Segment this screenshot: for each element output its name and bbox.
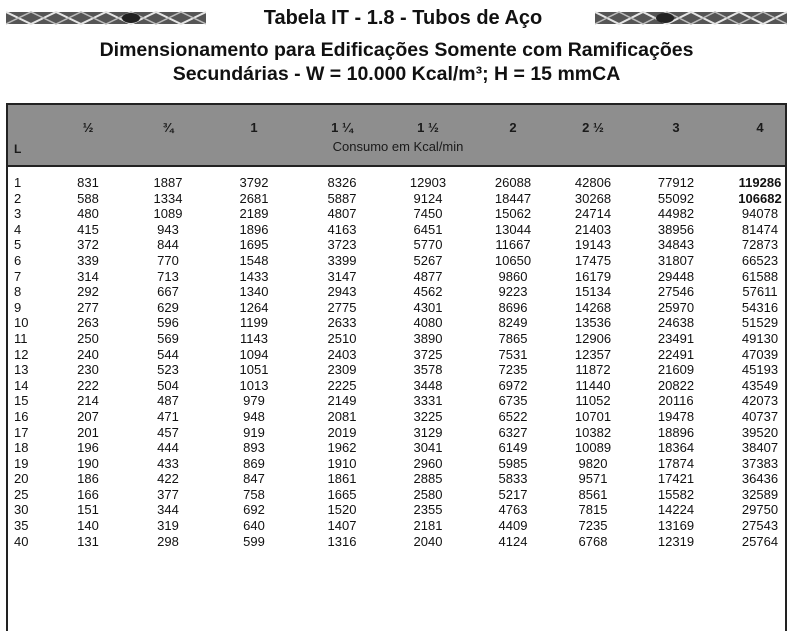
consumption-cell: 444: [157, 440, 179, 456]
consumption-cell: 8326: [327, 175, 357, 190]
consumption-cell: 3578: [413, 362, 443, 378]
consumption-cell: 3331: [413, 393, 443, 409]
decorative-banner-right: [595, 10, 787, 26]
consumption-cell: 314: [77, 268, 99, 284]
consumption-cell: 36436: [741, 471, 779, 487]
consumption-cell: 43549: [741, 377, 779, 393]
consumption-cell: 119286: [738, 175, 782, 190]
consumption-cell: 131: [77, 533, 99, 549]
table-title: Tabela IT - 1.8 - Tubos de Aço: [263, 7, 543, 29]
consumption-cell: 1665: [327, 486, 357, 502]
consumption-cell: 72873: [741, 237, 779, 253]
consumption-cell: 523: [157, 362, 179, 378]
length-cell: 1: [14, 175, 22, 190]
column-header: 1: [250, 120, 258, 135]
consumption-cell: 11872: [575, 362, 611, 378]
consumption-cell: 12903: [409, 175, 447, 190]
consumption-cell: 18896: [657, 424, 695, 440]
table-row: [8, 362, 785, 378]
table-row: [8, 237, 785, 253]
consumption-cell: 3147: [327, 268, 357, 284]
consumption-cell: 10650: [494, 252, 532, 268]
consumption-cell: 1013: [239, 377, 269, 393]
consumption-cell: 45193: [741, 362, 779, 378]
consumption-cell: 77912: [657, 175, 695, 190]
table-row: [8, 409, 785, 425]
consumption-cell: 5267: [413, 252, 443, 268]
consumption-cell: 339: [77, 252, 99, 268]
consumption-cell: 6735: [498, 393, 528, 409]
consumption-cell: 25764: [741, 533, 779, 549]
consumption-cell: 17874: [657, 455, 695, 471]
table-row: [8, 191, 785, 207]
length-cell: 4: [14, 221, 22, 237]
consumption-cell: 5887: [327, 190, 357, 206]
column-header: 2 ½: [582, 120, 604, 135]
consumption-cell: 5770: [413, 237, 443, 253]
consumption-cell: 10089: [574, 440, 612, 456]
consumption-cell: 2960: [413, 455, 443, 471]
length-cell: 30: [14, 502, 29, 518]
consumption-cell: 7531: [498, 346, 528, 362]
consumption-cell: 2943: [327, 284, 357, 300]
consumption-cell: 2633: [327, 315, 357, 331]
consumption-cell: 847: [243, 471, 265, 487]
consumption-cell: 2181: [413, 518, 443, 534]
consumption-cell: 22491: [657, 346, 695, 362]
consumption-cell: 40737: [741, 408, 779, 424]
consumption-cell: 32589: [741, 486, 779, 502]
table-row: [8, 222, 785, 238]
table-row: [8, 518, 785, 534]
table-subtitle-line2: Secundárias - W = 10.000 Kcal/m³; H = 15 mmCA: [172, 63, 621, 85]
length-cell: 8: [14, 284, 22, 300]
consumption-cell: 37383: [741, 455, 779, 471]
consumption-cell: 11440: [575, 377, 611, 393]
consumption-cell: 9571: [578, 471, 608, 487]
consumption-cell: 770: [157, 252, 179, 268]
consumption-cell: 23491: [657, 330, 695, 346]
length-cell: 40: [14, 533, 29, 549]
consumption-cell: 1340: [239, 284, 269, 300]
column-header: 2: [509, 120, 517, 135]
consumption-cell: 504: [157, 377, 179, 393]
consumption-cell: 2040: [413, 533, 443, 549]
consumption-cell: 140: [77, 518, 99, 534]
consumption-cell: 11667: [495, 237, 531, 253]
consumption-cell: 10701: [574, 408, 612, 424]
consumption-cell: 943: [157, 221, 179, 237]
column-header: ½: [82, 120, 94, 135]
consumption-cell: 1407: [327, 518, 357, 534]
consumption-cell: 11052: [575, 393, 611, 409]
consumption-cell: 4562: [413, 284, 443, 300]
consumption-cell: 3890: [413, 330, 443, 346]
length-cell: 11: [14, 330, 28, 346]
length-cell: 17: [14, 424, 29, 440]
consumption-cell: 7235: [578, 518, 608, 534]
consumption-cell: 6327: [498, 424, 528, 440]
table-row: [8, 331, 785, 347]
consumption-cell: 422: [157, 471, 179, 487]
consumption-cell: 1896: [239, 221, 269, 237]
consumption-cell: 2225: [327, 377, 357, 393]
table-header: [0, 4, 793, 32]
consumption-cell: 1520: [327, 502, 357, 518]
consumption-cell: 7450: [413, 206, 443, 222]
consumption-cell: 30268: [574, 190, 612, 206]
column-header: ¾: [162, 120, 174, 135]
consumption-cell: 27546: [657, 284, 695, 300]
length-cell: 13: [14, 362, 29, 378]
column-header: 1 ¼: [331, 120, 353, 135]
consumption-cell: 222: [77, 377, 99, 393]
consumption-cell: 61588: [741, 268, 779, 284]
column-header: 3: [672, 120, 680, 135]
consumption-cell: 1316: [327, 533, 357, 549]
consumption-cell: 29750: [741, 502, 779, 518]
decorative-banner-left: [6, 10, 206, 26]
consumption-cell: 34843: [657, 237, 695, 253]
consumption-cell: 14224: [657, 502, 695, 518]
consumption-cell: 57611: [742, 284, 778, 300]
consumption-cell: 13169: [657, 518, 695, 534]
length-cell: 3: [14, 206, 22, 222]
length-cell: 25: [14, 486, 29, 502]
consumption-cell: 3792: [239, 175, 269, 190]
consumption-cell: 190: [77, 455, 99, 471]
consumption-cell: 9124: [413, 190, 443, 206]
consumption-cell: 7865: [498, 330, 528, 346]
length-cell: 6: [14, 252, 22, 268]
consumption-cell: 487: [157, 393, 179, 409]
consumption-cell: 5217: [498, 486, 528, 502]
consumption-cell: 869: [243, 455, 265, 471]
table-row: [8, 269, 785, 285]
consumption-cell: 640: [243, 518, 265, 534]
consumption-cell: 1695: [239, 237, 269, 253]
consumption-cell: 2081: [327, 408, 357, 424]
consumption-cell: 599: [243, 533, 265, 549]
length-cell: 10: [14, 315, 29, 331]
consumption-cell: 1051: [239, 362, 269, 378]
consumption-cell: 569: [157, 330, 179, 346]
consumption-cell: 250: [77, 330, 99, 346]
table-row: [8, 300, 785, 316]
consumption-cell: 27543: [741, 518, 779, 534]
consumption-cell: 2885: [413, 471, 443, 487]
consumption-cell: 5985: [498, 455, 528, 471]
consumption-cell: 5833: [498, 471, 528, 487]
consumption-cell: 372: [77, 237, 99, 253]
consumption-cell: 240: [77, 346, 99, 362]
consumption-cell: 20822: [657, 377, 695, 393]
consumption-cell: 2681: [239, 190, 269, 206]
consumption-cell: 2149: [327, 393, 357, 409]
consumption-cell: 2189: [239, 206, 269, 222]
consumption-cell: 2355: [413, 502, 443, 518]
consumption-cell: 919: [243, 424, 265, 440]
table-row: [8, 284, 785, 300]
length-cell: 2: [14, 190, 22, 206]
consumption-cell: 893: [243, 440, 265, 456]
consumption-cell: 151: [77, 502, 99, 518]
table-row: [8, 502, 785, 518]
consumption-cell: 12906: [574, 330, 612, 346]
row-header-label: L: [14, 142, 22, 156]
consumption-cell: 2580: [413, 486, 443, 502]
consumption-cell: 298: [157, 533, 179, 549]
length-cell: 16: [14, 408, 29, 424]
consumption-cell: 207: [77, 408, 99, 424]
consumption-cell: 1962: [327, 440, 357, 456]
consumption-cell: 13536: [574, 315, 612, 331]
column-header: 4: [756, 120, 764, 135]
table-row: [8, 456, 785, 472]
consumption-cell: 629: [157, 299, 179, 315]
table-row: [8, 206, 785, 222]
consumption-cell: 18447: [494, 190, 532, 206]
table-row: [8, 175, 785, 191]
table-row: [8, 378, 785, 394]
consumption-cell: 292: [77, 284, 99, 300]
consumption-cell: 8696: [498, 299, 528, 315]
consumption-cell: 55092: [657, 190, 695, 206]
length-cell: 20: [14, 471, 29, 487]
consumption-cell: 24638: [657, 315, 695, 331]
consumption-cell: 1887: [153, 175, 183, 190]
consumption-cell: 471: [157, 408, 179, 424]
consumption-cell: 1143: [240, 330, 268, 346]
consumption-cell: 979: [243, 393, 265, 409]
table-row: [8, 487, 785, 503]
consumption-cell: 758: [243, 486, 265, 502]
consumption-cell: 15582: [657, 486, 695, 502]
consumption-cell: 6451: [413, 221, 443, 237]
table-row: [8, 471, 785, 487]
consumption-cell: 15062: [494, 206, 532, 222]
consumption-cell: 3723: [327, 237, 357, 253]
consumption-cell: 596: [157, 315, 179, 331]
consumption-cell: 39520: [741, 424, 779, 440]
consumption-cell: 319: [157, 518, 179, 534]
length-cell: 35: [14, 518, 29, 534]
consumption-cell: 4124: [498, 533, 528, 549]
consumption-cell: 21609: [657, 362, 695, 378]
consumption-cell: 713: [157, 268, 179, 284]
consumption-cell: 4080: [413, 315, 443, 331]
table-subtitle-line1: Dimensionamento para Edificações Somente com Ramificações: [99, 39, 694, 61]
consumption-cell: 24714: [574, 206, 612, 222]
consumption-cell: 8249: [498, 315, 528, 331]
consumption-cell: 47039: [741, 346, 779, 362]
table-row: [8, 534, 785, 550]
consumption-cell: 4877: [413, 268, 443, 284]
consumption-cell: 3041: [413, 440, 443, 456]
consumption-cell: 3448: [413, 377, 443, 393]
consumption-cell: 106682: [738, 190, 782, 206]
table-row: [8, 347, 785, 363]
consumption-cell: 588: [77, 190, 99, 206]
consumption-cell: 4763: [498, 502, 528, 518]
length-cell: 7: [14, 268, 22, 284]
consumption-cell: 26088: [494, 175, 532, 190]
consumption-cell: 196: [77, 440, 99, 456]
consumption-cell: 166: [77, 486, 99, 502]
consumption-cell: 1433: [239, 268, 269, 284]
consumption-cell: 1094: [239, 346, 269, 362]
table-head: [8, 105, 785, 167]
consumption-cell: 7235: [498, 362, 528, 378]
consumption-cell: 415: [77, 221, 99, 237]
consumption-cell: 214: [77, 393, 99, 409]
consumption-cell: 12357: [574, 346, 612, 362]
consumption-cell: 9820: [578, 455, 608, 471]
consumption-cell: 31807: [657, 252, 695, 268]
consumption-cell: 16179: [574, 268, 612, 284]
consumption-cell: 81474: [741, 221, 779, 237]
consumption-cell: 2403: [327, 346, 357, 362]
consumption-cell: 9860: [498, 268, 528, 284]
consumption-cell: 17475: [574, 252, 612, 268]
table-row: [8, 393, 785, 409]
consumption-cell: 54316: [741, 299, 779, 315]
consumption-cell: 21403: [574, 221, 612, 237]
consumption-cell: 1199: [240, 315, 268, 331]
table-row: [8, 425, 785, 441]
length-cell: 12: [14, 346, 29, 362]
table-row: [8, 440, 785, 456]
consumption-subheader: Consumo em Kcal/min: [332, 139, 464, 154]
length-cell: 5: [14, 237, 22, 253]
consumption-cell: 19143: [574, 237, 612, 253]
consumption-cell: 9223: [498, 284, 528, 300]
consumption-cell: 49130: [741, 330, 779, 346]
consumption-cell: 544: [157, 346, 179, 362]
consumption-cell: 94078: [741, 206, 779, 222]
consumption-cell: 38407: [741, 440, 779, 456]
consumption-cell: 3129: [413, 424, 443, 440]
consumption-cell: 13044: [494, 221, 532, 237]
consumption-cell: 186: [77, 471, 99, 487]
length-cell: 9: [14, 299, 22, 315]
consumption-cell: 6522: [498, 408, 528, 424]
consumption-cell: 2510: [327, 330, 357, 346]
consumption-cell: 2309: [327, 362, 357, 378]
consumption-cell: 18364: [657, 440, 695, 456]
consumption-cell: 2019: [327, 424, 357, 440]
consumption-cell: 201: [77, 424, 99, 440]
consumption-cell: 948: [243, 408, 265, 424]
consumption-cell: 2775: [327, 299, 357, 315]
consumption-cell: 1861: [327, 471, 357, 487]
consumption-cell: 844: [157, 237, 179, 253]
consumption-cell: 277: [77, 299, 99, 315]
length-cell: 19: [14, 455, 29, 471]
table-body: [8, 175, 785, 549]
length-cell: 18: [14, 440, 29, 456]
consumption-cell: 1548: [239, 252, 269, 268]
consumption-cell: 4409: [498, 518, 528, 534]
consumption-cell: 1264: [239, 299, 269, 315]
consumption-cell: 6768: [578, 533, 608, 549]
consumption-cell: 51529: [741, 315, 779, 331]
column-header: 1 ½: [417, 120, 439, 135]
consumption-cell: 3399: [327, 252, 357, 268]
consumption-cell: 29448: [657, 268, 695, 284]
consumption-cell: 344: [157, 502, 179, 518]
length-cell: 14: [14, 377, 29, 393]
consumption-cell: 6972: [498, 377, 528, 393]
consumption-cell: 480: [77, 206, 99, 222]
consumption-cell: 12319: [657, 533, 695, 549]
consumption-cell: 1334: [153, 190, 183, 206]
consumption-cell: 17421: [657, 471, 695, 487]
consumption-cell: 7815: [578, 502, 608, 518]
consumption-cell: 42073: [741, 393, 779, 409]
consumption-cell: 3225: [413, 408, 443, 424]
consumption-cell: 692: [243, 502, 265, 518]
consumption-cell: 263: [77, 315, 99, 331]
consumption-cell: 8561: [578, 486, 608, 502]
consumption-cell: 667: [157, 284, 179, 300]
consumption-cell: 433: [157, 455, 179, 471]
consumption-cell: 230: [77, 362, 99, 378]
consumption-cell: 831: [77, 175, 99, 190]
consumption-cell: 19478: [657, 408, 695, 424]
consumption-cell: 4807: [327, 206, 357, 222]
consumption-cell: 457: [157, 424, 179, 440]
consumption-cell: 1089: [153, 206, 183, 222]
length-cell: 15: [14, 393, 29, 409]
consumption-cell: 15134: [574, 284, 612, 300]
consumption-cell: 20116: [658, 393, 694, 409]
table-row: [8, 253, 785, 269]
consumption-cell: 10382: [574, 424, 612, 440]
consumption-cell: 4301: [413, 299, 443, 315]
consumption-cell: 25970: [657, 299, 695, 315]
table-row: [8, 315, 785, 331]
consumption-cell: 66523: [741, 252, 779, 268]
consumption-cell: 3725: [413, 346, 443, 362]
consumption-cell: 44982: [657, 206, 695, 222]
consumption-cell: 1910: [327, 455, 357, 471]
data-table: [6, 103, 787, 631]
consumption-cell: 4163: [327, 221, 357, 237]
consumption-cell: 38956: [657, 221, 695, 237]
consumption-cell: 42806: [574, 175, 612, 190]
consumption-cell: 14268: [574, 299, 612, 315]
consumption-cell: 6149: [498, 440, 528, 456]
consumption-cell: 377: [157, 486, 179, 502]
